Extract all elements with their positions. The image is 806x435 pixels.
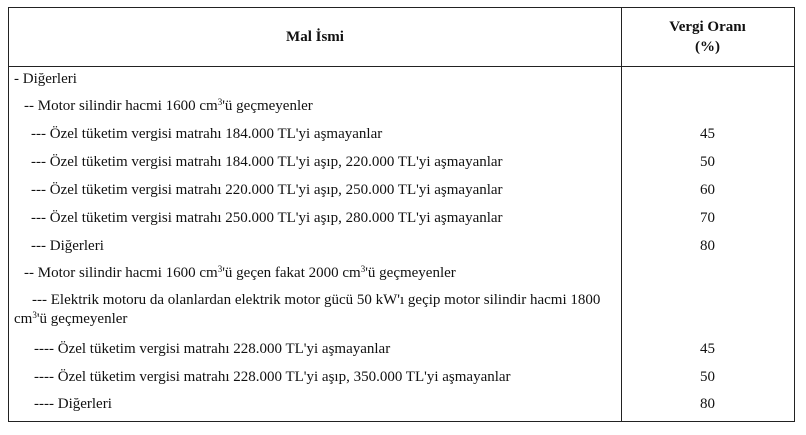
- row-tax-rate: 45: [700, 126, 715, 142]
- row-tax-rate: 50: [700, 154, 715, 170]
- header-goods-name: Mal İsmi: [286, 28, 344, 45]
- row-tax-rate: 45: [700, 341, 715, 357]
- row-goods-name: -- Motor silindir hacmi 1600 $cm^3'ü$ geçmeyenler: [24, 97, 313, 114]
- row-tax-rate: 80: [700, 238, 715, 254]
- row-goods-name: - Diğerleri: [14, 71, 77, 87]
- row-goods-name: --- Özel tüketim vergisi matrahı 184.000 TL'yi aşmayanlar: [31, 126, 383, 142]
- row-tax-rate: 80: [700, 396, 715, 412]
- row-goods-name: --- Diğerleri: [31, 238, 104, 254]
- header-tax-rate: [621, 8, 794, 66]
- row-tax-rate: 60: [700, 182, 715, 198]
- row-tax-rate: 70: [700, 210, 715, 226]
- row-goods-name: -- Motor silindir hacmi 1600 $cm^3'ü$ geçen fakat 2000 $cm^3'ü$ geçmeyenler: [24, 264, 456, 281]
- row-goods-name: --- Elektrik motoru da olanlardan elektrik motor gücü 50 kW'ı geçip motor silindir hacmi 1800 $cm^3'ü$ geçmeyenler: [14, 292, 601, 327]
- header-tax-rate-unit: (%): [695, 39, 720, 55]
- row-goods-name: --- Özel tüketim vergisi matrahı 220.000 TL'yi aşıp, 250.000 TL'yi aşmayanlar: [31, 182, 503, 198]
- row-goods-name: ---- Özel tüketim vergisi matrahı 228.000 TL'yi aşıp, 350.000 TL'yi aşmayanlar: [34, 369, 511, 385]
- row-goods-name: ---- Diğerleri: [34, 396, 112, 412]
- row-goods-name: --- Özel tüketim vergisi matrahı 184.000 TL'yi aşıp, 220.000 TL'yi aşmayanlar: [31, 154, 503, 170]
- row-goods-name: --- Özel tüketim vergisi matrahı 250.000 TL'yi aşıp, 280.000 TL'yi aşmayanlar: [31, 210, 503, 226]
- row-goods-name: ---- Özel tüketim vergisi matrahı 228.000 TL'yi aşmayanlar: [34, 341, 391, 357]
- header-tax-rate-label: Vergi Oranı: [669, 19, 746, 35]
- table-header: [9, 8, 794, 67]
- row-tax-rate: 50: [700, 369, 715, 385]
- tax-rate-table: [8, 7, 795, 422]
